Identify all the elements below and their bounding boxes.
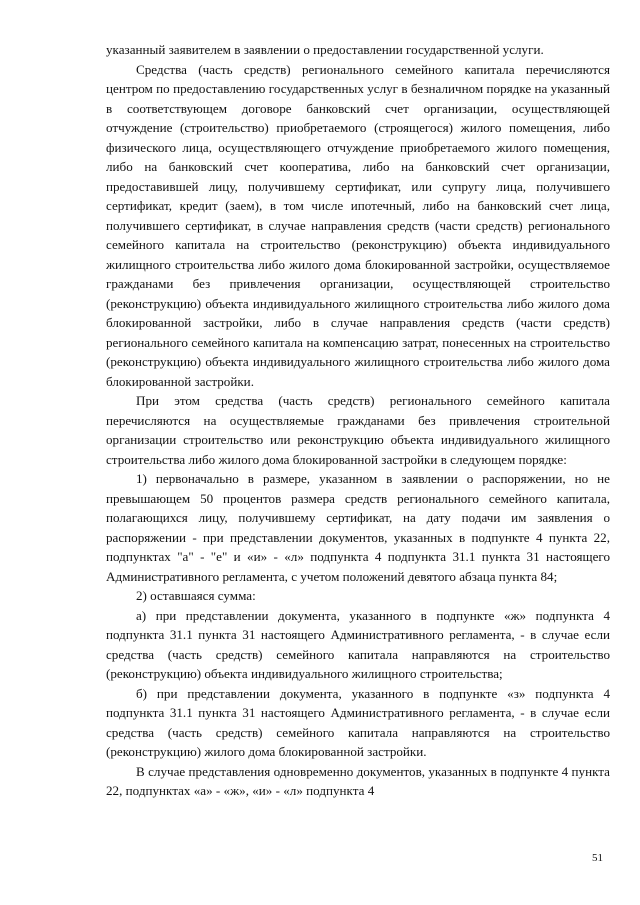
page-number: 51 (592, 852, 603, 864)
paragraph-simultaneous-docs: В случае представления одновременно документов, указанных в подпункте 4 пункта 22, подпунктах «а» - «ж», «и» - «л» подпункта 4 (106, 763, 610, 798)
paragraph-funds-transfer: Средства (часть средств) регионального семейного капитала перечисляются центром по предоставлению государственных услуг в безналичном порядке на указанный в соответствующем договоре банковский счет организации, осуществляющей отчуждение (строительство) приобретаемого (строящегося) жилого помещения, либо физического лица, осуществляющего отчуждение приобретаемого жилого помещения, либо на банковский счет кооператива, либо на банковский счет организации, предоставившей лицу, получившему сертификат, или супругу лица, получившего сертификат, кредит (заем), в том числе ипотечный, либо на банковский счет лица, получившего сертификат, в случае направления средств (части средств) регионального семейного капитала на строительство (реконструкцию) объекта индивидуального жилищного строительства либо жилого дома блокированной застройки, осуществляемое гражданами без привлечения организации, осуществляющей строительство (реконструкцию) объекта индивидуального жилищного строительства либо жилого дома блокированной застройки, либо в случае направления средств (части средств) регионального семейного капитала на компенсацию затрат, понесенных на строительство (реконструкцию) объекта индивидуального жилищного строительства либо жилого дома блокированной застройки. (106, 61, 610, 389)
document-body (106, 40, 610, 801)
paragraph-continuation: указанный заявителем в заявлении о предоставлении государственной услуги. (106, 42, 544, 57)
list-item-2a: а) при представлении документа, указанного в подпункте «ж» подпункта 4 подпункта 31.1 пункта 31 настоящего Административного регламента, - в случае если средства (часть средств) семейного капитала направляются на строительство (реконструкцию) объекта индивидуального жилищного строительства; (106, 607, 610, 681)
list-item-2: 2) оставшаяся сумма: (136, 588, 256, 603)
list-item-1: 1) первоначально в размере, указанном в заявлении о распоряжении, но не превышающем 50 процентов размера средств регионального семейного капитала, полагающихся лицу, получившему сертификат, на дату подачи им заявления о распоряжении - при представлении документов, указанных в подпункте 4 пункта 22, подпунктах "а" - "е" и «и» - «л» подпункта 4 подпункта 31.1 пункта 31 настоящего Административного регламента, с учетом положений девятого абзаца пункта 84; (106, 471, 610, 584)
paragraph-transfer-order: При этом средства (часть средств) регионального семейного капитала перечисляются на осуществляемые гражданами без привлечения строительной организации строительство или реконструкцию объекта индивидуального жилищного строительства либо жилого дома блокированной застройки в следующем порядке: (106, 393, 610, 467)
list-item-2b: б) при представлении документа, указанного в подпункте «з» подпункта 4 подпункта 31.1 пункта 31 настоящего Административного регламента, - в случае если средства (часть средств) семейного капитала направляются на строительство (реконструкцию) жилого дома блокированной застройки. (106, 685, 610, 759)
